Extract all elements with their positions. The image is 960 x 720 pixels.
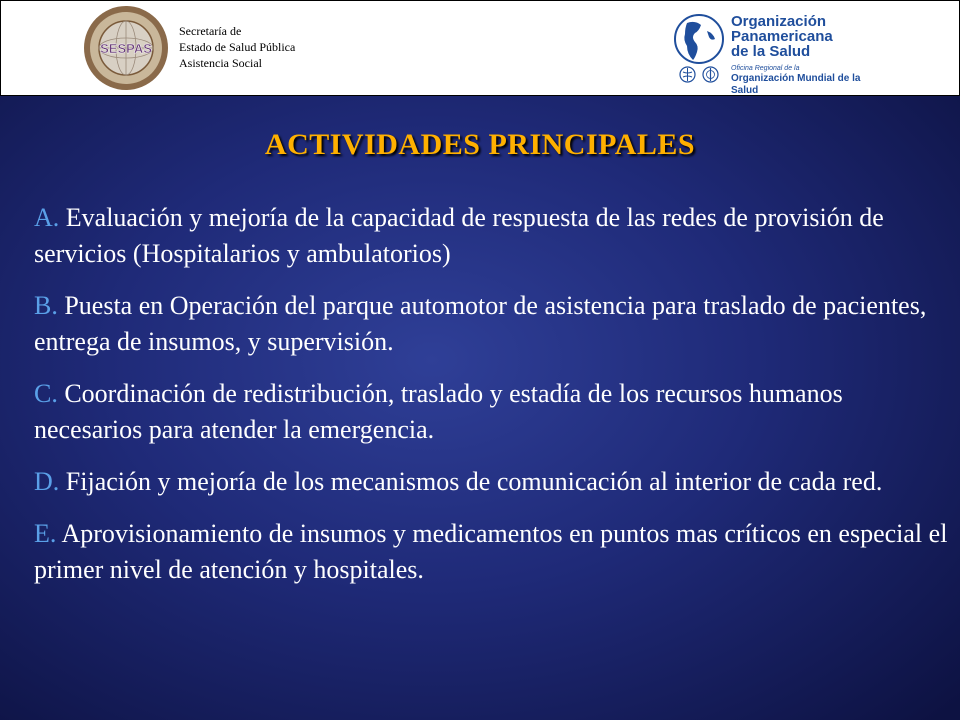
ops-name — [731, 14, 833, 59]
activity-text: Fijación y mejoría de los mecanismos de comunicación al interior de cada red. — [59, 467, 883, 496]
who-emblem-icon — [702, 66, 719, 83]
activity-letter: E. — [34, 519, 57, 548]
activity-item-a — [34, 200, 949, 272]
sespas-name — [179, 23, 295, 71]
activity-text: Aprovisionamiento de insumos y medicamentos en puntos mas críticos en especial el primer nivel de atención y hospitales. — [34, 519, 948, 584]
sespas-line-1: Secretaría de — [179, 24, 242, 38]
activity-list — [34, 200, 949, 604]
slide-title: ACTIVIDADES PRINCIPALES — [264, 128, 696, 161]
sespas-line-3: Asistencia Social — [179, 56, 262, 70]
paho-emblem-icon — [679, 66, 696, 83]
activity-item-c — [34, 376, 949, 448]
activity-text: Evaluación y mejoría de la capacidad de respuesta de las redes de provisión de servicios (Hospitalarios y ambulatorios) — [34, 203, 884, 268]
activity-letter: A. — [34, 203, 60, 232]
globe-icon — [673, 13, 725, 65]
ops-subtitle — [731, 65, 873, 97]
activity-item-e — [34, 516, 949, 588]
ops-sub-1: Oficina Regional de la — [731, 65, 800, 72]
header-banner — [0, 0, 960, 96]
ops-line-1: Organización — [731, 13, 827, 30]
activity-letter: B. — [34, 291, 58, 320]
ops-logo — [673, 13, 873, 96]
ops-line-2: Panamericana — [731, 28, 833, 45]
activity-letter: C. — [34, 379, 58, 408]
activity-item-b — [34, 288, 949, 360]
ops-sub-2: Organización Mundial de la Salud — [731, 73, 861, 96]
sespas-seal-logo — [83, 5, 169, 91]
activity-item-d — [34, 464, 949, 500]
activity-text: Puesta en Operación del parque automotor de asistencia para traslado de pacientes, entrega de insumos, y supervisión. — [34, 291, 927, 356]
activity-text: Coordinación de redistribución, traslado y estadía de los recursos humanos necesarios para atender la emergencia. — [34, 379, 843, 444]
activity-letter: D. — [34, 467, 60, 496]
ops-line-3: de la Salud — [731, 43, 811, 60]
sespas-seal-text: SESPAS — [100, 41, 152, 56]
sespas-line-2: Estado de Salud Pública — [179, 40, 296, 54]
